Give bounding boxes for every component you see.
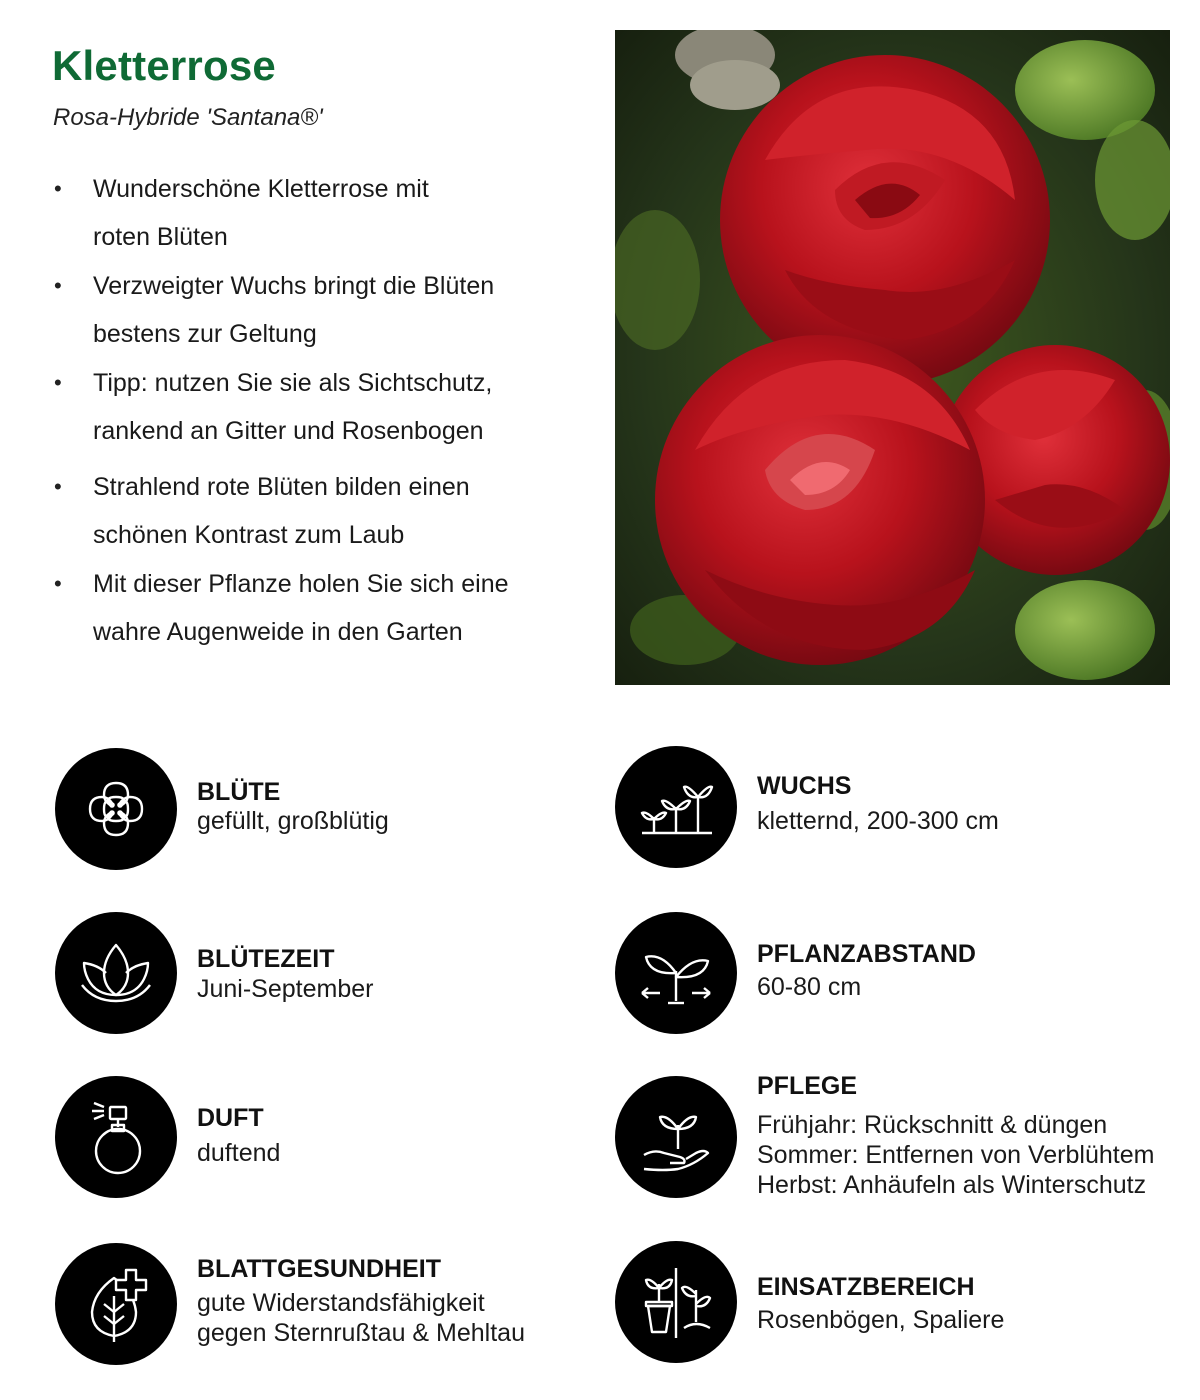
feature-value [757, 1110, 1154, 1200]
feature-value [197, 1288, 525, 1348]
rose-top [720, 55, 1050, 385]
hand-plant-icon [615, 1076, 737, 1198]
feature-label: EINSATZBEREICH [757, 1273, 975, 1301]
bullet-line: Verzweigter Wuchs bringt die Blüten [93, 272, 495, 300]
feature-label: BLÜTEZEIT [197, 945, 335, 973]
lotus-icon [55, 912, 177, 1034]
perfume-bottle-icon [55, 1076, 177, 1198]
growth-icon [615, 746, 737, 868]
feature-value-line: gute Widerstandsfähigkeit [197, 1289, 485, 1317]
bullet-line: roten Blüten [93, 223, 228, 251]
feature-value: gefüllt, großblütig [197, 807, 389, 835]
bullet-line: rankend an Gitter und Rosenbogen [93, 417, 484, 445]
feature-value: kletternd, 200-300 cm [757, 807, 999, 835]
page-title: Kletterrose [52, 42, 276, 89]
bullet-item [52, 165, 572, 261]
bullet-item [52, 262, 572, 358]
feature-value: Rosenbögen, Spaliere [757, 1306, 1005, 1334]
feature-label: BLÜTE [197, 778, 281, 806]
bullet-item [52, 359, 572, 455]
feature-value: duftend [197, 1139, 281, 1167]
feature-label: PFLANZABSTAND [757, 940, 976, 968]
bullet-item [52, 560, 572, 656]
bullet-item [52, 463, 572, 559]
feature-value: Juni-September [197, 975, 374, 1003]
leaf-health-icon [55, 1243, 177, 1365]
feature-label: WUCHS [757, 772, 852, 800]
feature-label: BLATTGESUNDHEIT [197, 1255, 441, 1283]
product-photo [615, 30, 1170, 685]
feature-value-line: Sommer: Entfernen von Verblühtem [757, 1141, 1155, 1169]
bullet-line: Strahlend rote Blüten bilden einen [93, 473, 470, 501]
bullet-line: wahre Augenweide in den Garten [93, 618, 463, 646]
pot-and-ground-icon [615, 1241, 737, 1363]
bullet-line: Tipp: nutzen Sie sie als Sichtschutz, [93, 369, 493, 397]
feature-value-line: Herbst: Anhäufeln als Winterschutz [757, 1171, 1147, 1199]
feature-label: PFLEGE [757, 1072, 858, 1100]
feature-value: 60-80 cm [757, 973, 862, 1001]
bullet-line: schönen Kontrast zum Laub [93, 521, 405, 549]
feature-bullet-list [52, 165, 572, 656]
bullet-line: Mit dieser Pflanze holen Sie sich eine [93, 570, 509, 598]
bullet-line: bestens zur Geltung [93, 320, 317, 348]
feature-label: DUFT [197, 1104, 264, 1132]
feature-value-line: gegen Sternrußtau & Mehltau [197, 1319, 525, 1347]
feature-value-line: Frühjahr: Rückschnitt & düngen [757, 1111, 1108, 1139]
bullet-line: Wunderschöne Kletterrose mit [93, 175, 429, 203]
rose-illustration [615, 30, 1170, 685]
flower-icon [55, 748, 177, 870]
plant-spacing-icon [615, 912, 737, 1034]
botanical-name: Rosa-Hybride 'Santana®' [53, 104, 323, 131]
rose-bottom [655, 335, 985, 665]
